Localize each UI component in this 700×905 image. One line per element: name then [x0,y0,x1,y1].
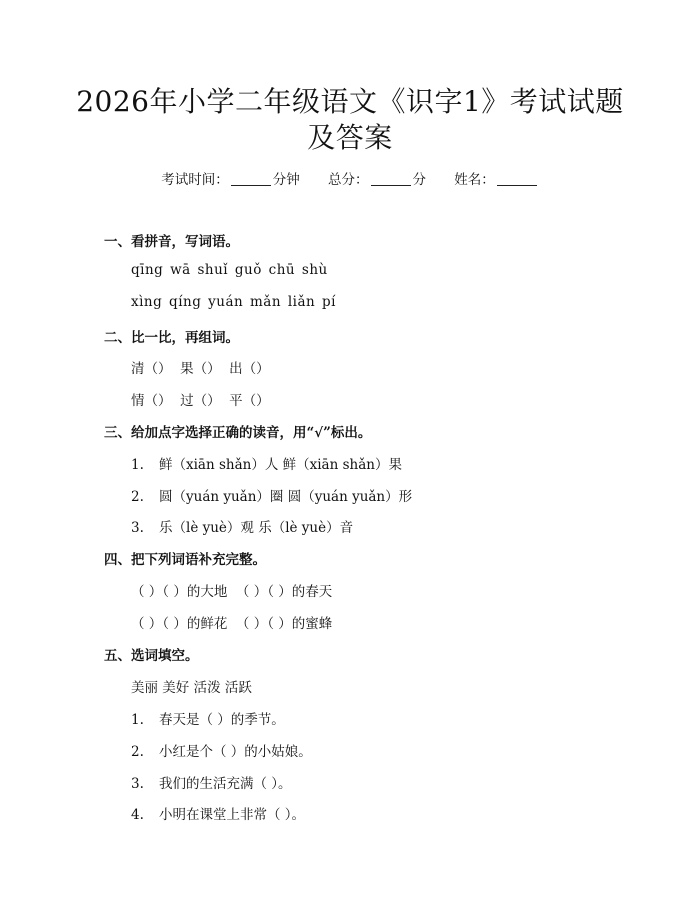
item-text: 圆（yuán yuǎn）圈 圆（yuán yuǎn）形 [159,489,413,505]
item-number: 1. [131,712,144,728]
student-name-blank[interactable] [497,171,537,186]
word-bank: 美丽 美好 活泼 活跃 [131,680,252,696]
fill-item-3 [131,772,292,792]
total-score-unit: 分 [412,172,426,188]
item-text: 鲜（xiān shǎn）人 鲜（xiān shǎn）果 [159,457,402,473]
section-4-heading: 四、把下列词语补充完整。 [104,552,266,568]
item-number: 2. [131,744,144,760]
exam-time-unit: 分钟 [272,172,300,188]
section-5-heading: 五、选词填空。 [104,648,199,664]
student-name-field [454,168,539,188]
item-text: 小红是个（ ）的小姑娘。 [159,744,312,760]
reading-item-3 [131,516,353,536]
page-title-continued: 及答案 [307,121,393,154]
item-text: 小明在课堂上非常（ ）。 [159,807,306,823]
exam-time-label: 考试时间： [161,172,229,188]
total-score-blank[interactable] [371,171,411,186]
item-number: 2. [131,489,144,505]
reading-item-2 [131,485,412,505]
fill-item-1 [131,708,285,728]
item-number: 4. [131,807,144,823]
section-2-heading: 二、比一比，再组词。 [104,330,239,346]
item-number: 1. [131,457,144,473]
pinyin-line-2: xìng qíng yuán mǎn liǎn pí [131,294,336,310]
student-name-label: 姓名： [454,172,495,188]
item-text: 乐（lè yuè）观 乐（lè yuè）音 [159,520,354,536]
item-number: 3. [131,776,144,792]
pinyin-line-1: qīng wā shuǐ guǒ chū shù [131,262,328,278]
exam-time-blank[interactable] [231,171,271,186]
fill-item-2 [131,740,312,760]
compare-line-1: 清（） 果（） 出（） [131,361,270,377]
reading-item-1 [131,453,402,473]
fill-item-4 [131,803,305,823]
item-number: 3. [131,520,144,536]
complete-line-1: （ ）（ ）的大地 （ ）（ ）的春天 [131,584,333,600]
compare-line-2: 情（） 过（） 平（） [131,393,270,409]
total-score-field [328,168,426,188]
exam-info-line [0,168,700,188]
page-title: 2026年小学二年级语文《识字1》考试试题 [76,85,624,118]
item-text: 我们的生活充满（ ）。 [159,776,292,792]
item-text: 春天是（ ）的季节。 [159,712,285,728]
section-3-heading: 三、给加点字选择正确的读音，用“√”标出。 [104,425,372,441]
complete-line-2: （ ）（ ）的鲜花 （ ）（ ）的蜜蜂 [131,616,333,632]
total-score-label: 总分： [328,172,369,188]
exam-time-field [161,168,300,188]
section-1-heading: 一、看拼音，写词语。 [104,234,239,250]
